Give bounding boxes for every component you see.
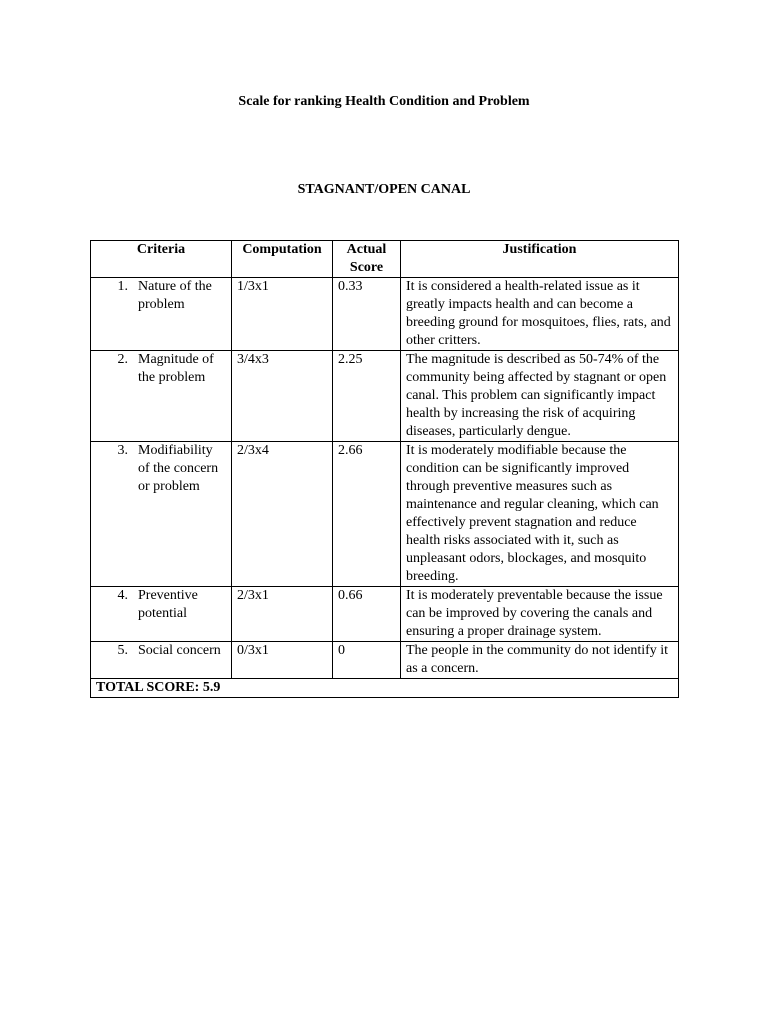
criteria-number: 4. <box>117 588 128 603</box>
computation-cell: 2/3x1 <box>232 587 333 642</box>
score-cell: 0 <box>333 642 401 679</box>
criteria-label: Nature of the problem <box>138 279 212 312</box>
header-computation: Computation <box>232 241 333 278</box>
criteria-label: Modifiability of the concern or problem <box>138 443 219 494</box>
criteria-cell <box>91 442 232 587</box>
criteria-label: Magnitude of the problem <box>138 352 214 385</box>
justification-cell: It is considered a health-related issue as it greatly impacts health and can become a breeding ground for mosquitoes, flies, rats, and other critters. <box>401 278 679 351</box>
table-row <box>91 642 679 679</box>
table-header-row <box>91 241 679 278</box>
document-title: Scale for ranking Health Condition and Problem <box>238 94 530 109</box>
criteria-cell <box>91 351 232 442</box>
criteria-label: Preventive potential <box>138 588 198 621</box>
computation-cell: 0/3x1 <box>232 642 333 679</box>
table-row <box>91 351 679 442</box>
total-score: TOTAL SCORE: 5.9 <box>91 679 679 698</box>
computation-cell: 1/3x1 <box>232 278 333 351</box>
justification-cell: It is moderately modifiable because the condition can be significantly improved through preventive measures such as maintenance and regular cleaning, which can effectively prevent stagnation and reduce health risks associated with it, such as unpleasant odors, blockages, and mosquito breeding. <box>401 442 679 587</box>
table-row <box>91 278 679 351</box>
total-row <box>91 679 679 698</box>
criteria-cell <box>91 278 232 351</box>
ranking-table <box>90 240 679 698</box>
score-cell: 2.66 <box>333 442 401 587</box>
justification-cell: It is moderately preventable because the issue can be improved by covering the canals and ensuring a proper drainage system. <box>401 587 679 642</box>
table-row <box>91 442 679 587</box>
header-criteria: Criteria <box>91 241 232 278</box>
computation-cell: 2/3x4 <box>232 442 333 587</box>
score-cell: 0.33 <box>333 278 401 351</box>
criteria-label: Social concern <box>138 643 221 658</box>
criteria-cell <box>91 642 232 679</box>
header-justification: Justification <box>401 241 679 278</box>
header-actual-score: Actual Score <box>333 241 401 278</box>
criteria-number: 5. <box>117 643 128 658</box>
score-cell: 2.25 <box>333 351 401 442</box>
score-cell: 0.66 <box>333 587 401 642</box>
justification-cell: The magnitude is described as 50-74% of the community being affected by stagnant or open canal. This problem can significantly impact health by increasing the risk of acquiring diseases, particularly dengue. <box>401 351 679 442</box>
table-row <box>91 587 679 642</box>
criteria-number: 3. <box>117 443 128 458</box>
computation-cell: 3/4x3 <box>232 351 333 442</box>
criteria-number: 1. <box>117 279 128 294</box>
document-subtitle: STAGNANT/OPEN CANAL <box>297 182 471 197</box>
justification-cell: The people in the community do not identify it as a concern. <box>401 642 679 679</box>
criteria-cell <box>91 587 232 642</box>
criteria-number: 2. <box>117 352 128 367</box>
